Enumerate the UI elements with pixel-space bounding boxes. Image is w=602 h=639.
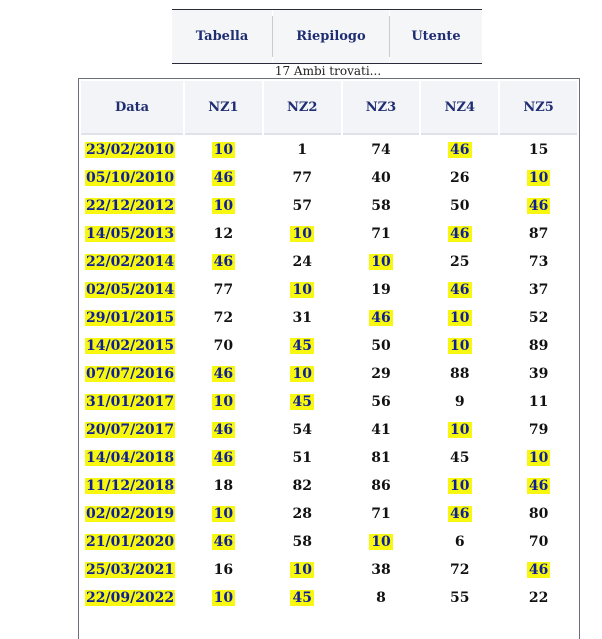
number-cell-nz4 (421, 277, 498, 303)
number-cell-nz3 (343, 417, 420, 443)
date-value: 05/10/2010 (86, 170, 175, 186)
number-cell-nz4 (421, 137, 498, 163)
number-cell-nz1 (185, 473, 262, 499)
table-row (81, 361, 577, 387)
date-value: 23/02/2010 (86, 142, 175, 158)
number-cell-nz2 (264, 473, 341, 499)
highlighted-number: 10 (213, 142, 234, 158)
date-value: 02/05/2014 (86, 282, 175, 298)
highlighted-number: 46 (213, 366, 234, 382)
date-cell (81, 445, 183, 471)
number-cell-nz1 (185, 529, 262, 555)
number-cell-nz1 (185, 557, 262, 583)
number-cell-nz3 (343, 333, 420, 359)
table-row (81, 501, 577, 527)
number-value: 72 (450, 562, 470, 578)
date-cell (81, 529, 183, 555)
column-header-nz2: NZ2 (264, 81, 341, 135)
highlighted-number: 46 (213, 170, 234, 186)
number-cell-nz5 (500, 249, 577, 275)
number-value: 50 (450, 198, 470, 214)
number-cell-nz2 (264, 585, 341, 611)
highlighted-number: 10 (450, 338, 470, 354)
number-value: 57 (292, 198, 312, 214)
highlighted-number: 10 (450, 422, 470, 438)
number-cell-nz2 (264, 165, 341, 191)
number-cell-nz5 (500, 277, 577, 303)
number-cell-nz3 (343, 137, 420, 163)
number-cell-nz4 (421, 473, 498, 499)
highlighted-number: 46 (450, 226, 470, 242)
number-cell-nz3 (343, 501, 420, 527)
table-row (81, 445, 577, 471)
number-cell-nz4 (421, 249, 498, 275)
number-value: 87 (528, 226, 549, 242)
number-value: 79 (528, 422, 549, 438)
number-cell-nz3 (343, 165, 420, 191)
number-cell-nz1 (185, 193, 262, 219)
date-value: 31/01/2017 (86, 394, 175, 410)
date-value: 11/12/2018 (86, 478, 175, 494)
date-value: 14/02/2015 (86, 338, 175, 354)
table-row (81, 529, 577, 555)
number-value: 29 (371, 366, 391, 382)
number-cell-nz5 (500, 137, 577, 163)
date-cell (81, 389, 183, 415)
number-cell-nz4 (421, 557, 498, 583)
number-cell-nz5 (500, 473, 577, 499)
number-cell-nz1 (185, 501, 262, 527)
number-value: 58 (371, 198, 391, 214)
date-value: 21/01/2020 (86, 534, 175, 550)
date-cell (81, 221, 183, 247)
date-cell (81, 165, 183, 191)
highlighted-number: 46 (213, 534, 234, 550)
date-cell (81, 417, 183, 443)
number-value: 45 (450, 450, 470, 466)
highlighted-number: 10 (292, 562, 312, 578)
number-cell-nz2 (264, 417, 341, 443)
number-cell-nz2 (264, 221, 341, 247)
number-cell-nz5 (500, 165, 577, 191)
number-value: 74 (371, 142, 391, 158)
number-cell-nz3 (343, 361, 420, 387)
number-cell-nz1 (185, 333, 262, 359)
highlighted-number: 45 (292, 590, 312, 606)
table-header-row (81, 81, 577, 135)
number-value: 41 (371, 422, 391, 438)
number-value: 1 (297, 142, 308, 158)
date-cell (81, 333, 183, 359)
highlighted-number: 10 (213, 394, 234, 410)
number-value: 37 (528, 282, 549, 298)
number-cell-nz5 (500, 333, 577, 359)
table-body (81, 137, 577, 611)
number-value: 71 (371, 226, 391, 242)
number-cell-nz2 (264, 193, 341, 219)
highlighted-number: 46 (213, 450, 234, 466)
number-value: 26 (450, 170, 470, 186)
number-cell-nz3 (343, 389, 420, 415)
results-table (79, 79, 579, 613)
number-cell-nz5 (500, 305, 577, 331)
table-row (81, 585, 577, 611)
number-value: 81 (371, 450, 391, 466)
number-value: 22 (528, 590, 549, 606)
number-cell-nz2 (264, 557, 341, 583)
number-value: 55 (450, 590, 470, 606)
table-row (81, 333, 577, 359)
column-header-data: Data (81, 81, 183, 135)
highlighted-number: 46 (450, 282, 470, 298)
number-cell-nz2 (264, 333, 341, 359)
number-cell-nz2 (264, 361, 341, 387)
highlighted-number: 10 (213, 506, 234, 522)
number-cell-nz4 (421, 445, 498, 471)
number-cell-nz3 (343, 277, 420, 303)
number-value: 19 (371, 282, 391, 298)
number-cell-nz5 (500, 557, 577, 583)
number-value: 70 (528, 534, 549, 550)
number-value: 70 (213, 338, 234, 354)
number-cell-nz5 (500, 529, 577, 555)
number-cell-nz1 (185, 445, 262, 471)
number-cell-nz5 (500, 193, 577, 219)
number-cell-nz4 (421, 501, 498, 527)
number-cell-nz5 (500, 585, 577, 611)
table-row (81, 165, 577, 191)
results-table-container (78, 78, 580, 639)
date-value: 22/02/2014 (86, 254, 175, 270)
date-value: 02/02/2019 (86, 506, 175, 522)
column-header-nz5: NZ5 (500, 81, 577, 135)
number-cell-nz1 (185, 585, 262, 611)
number-value: 56 (371, 394, 391, 410)
column-header-nz4: NZ4 (421, 81, 498, 135)
number-cell-nz1 (185, 221, 262, 247)
date-value: 07/07/2016 (86, 366, 175, 382)
number-cell-nz4 (421, 221, 498, 247)
number-value: 15 (528, 142, 549, 158)
number-cell-nz5 (500, 501, 577, 527)
highlighted-number: 10 (371, 534, 391, 550)
date-cell (81, 305, 183, 331)
date-value: 22/09/2022 (86, 590, 175, 606)
tab-riepilogo[interactable]: Riepilogo (273, 10, 389, 63)
result-count: 17 Ambi trovati... (274, 64, 382, 78)
date-value: 25/03/2021 (86, 562, 175, 578)
tab-utente[interactable]: Utente (390, 10, 482, 63)
number-cell-nz2 (264, 277, 341, 303)
number-cell-nz3 (343, 473, 420, 499)
number-value: 54 (292, 422, 312, 438)
number-cell-nz1 (185, 277, 262, 303)
number-cell-nz4 (421, 333, 498, 359)
number-value: 18 (213, 478, 234, 494)
highlighted-number: 46 (528, 562, 549, 578)
number-value: 12 (213, 226, 234, 242)
number-value: 89 (528, 338, 549, 354)
number-cell-nz4 (421, 305, 498, 331)
number-cell-nz5 (500, 361, 577, 387)
number-cell-nz3 (343, 529, 420, 555)
tab-bar (172, 9, 482, 64)
highlighted-number: 10 (450, 478, 470, 494)
highlighted-number: 46 (371, 310, 391, 326)
highlighted-number: 10 (292, 226, 312, 242)
date-value: 29/01/2015 (86, 310, 175, 326)
date-cell (81, 193, 183, 219)
number-cell-nz2 (264, 249, 341, 275)
number-cell-nz1 (185, 137, 262, 163)
number-value: 25 (450, 254, 470, 270)
number-value: 73 (528, 254, 549, 270)
number-cell-nz3 (343, 249, 420, 275)
date-cell (81, 277, 183, 303)
highlighted-number: 46 (528, 198, 549, 214)
date-cell (81, 501, 183, 527)
number-cell-nz3 (343, 585, 420, 611)
highlighted-number: 46 (528, 478, 549, 494)
number-cell-nz1 (185, 305, 262, 331)
number-value: 16 (213, 562, 234, 578)
number-value: 11 (528, 394, 549, 410)
number-value: 77 (292, 170, 312, 186)
number-cell-nz5 (500, 221, 577, 247)
highlighted-number: 10 (292, 282, 312, 298)
number-value: 38 (371, 562, 391, 578)
number-cell-nz5 (500, 417, 577, 443)
table-row (81, 277, 577, 303)
number-cell-nz5 (500, 389, 577, 415)
number-cell-nz4 (421, 361, 498, 387)
number-cell-nz1 (185, 417, 262, 443)
number-value: 71 (371, 506, 391, 522)
number-cell-nz2 (264, 445, 341, 471)
table-row (81, 137, 577, 163)
highlighted-number: 46 (450, 506, 470, 522)
table-row (81, 221, 577, 247)
table-row (81, 305, 577, 331)
number-cell-nz1 (185, 389, 262, 415)
table-row (81, 249, 577, 275)
number-value: 24 (292, 254, 312, 270)
tab-tabella[interactable]: Tabella (172, 10, 272, 63)
table-row (81, 389, 577, 415)
number-value: 88 (450, 366, 470, 382)
number-value: 28 (292, 506, 312, 522)
highlighted-number: 45 (292, 394, 312, 410)
number-cell-nz4 (421, 165, 498, 191)
date-cell (81, 473, 183, 499)
number-cell-nz2 (264, 389, 341, 415)
date-cell (81, 585, 183, 611)
number-value: 8 (376, 590, 386, 606)
number-cell-nz1 (185, 165, 262, 191)
date-value: 14/05/2013 (86, 226, 175, 242)
number-value: 80 (528, 506, 549, 522)
number-cell-nz4 (421, 417, 498, 443)
number-cell-nz2 (264, 529, 341, 555)
highlighted-number: 10 (371, 254, 391, 270)
highlighted-number: 10 (528, 170, 549, 186)
number-cell-nz3 (343, 305, 420, 331)
table-row (81, 473, 577, 499)
number-cell-nz3 (343, 445, 420, 471)
table-row (81, 557, 577, 583)
number-value: 82 (292, 478, 312, 494)
date-value: 20/07/2017 (86, 422, 175, 438)
number-cell-nz4 (421, 389, 498, 415)
highlighted-number: 46 (213, 254, 234, 270)
highlighted-number: 10 (528, 450, 549, 466)
number-cell-nz4 (421, 585, 498, 611)
column-header-nz3: NZ3 (343, 81, 420, 135)
number-cell-nz2 (264, 501, 341, 527)
number-value: 39 (528, 366, 549, 382)
table-row (81, 193, 577, 219)
number-value: 51 (292, 450, 312, 466)
highlighted-number: 10 (213, 198, 234, 214)
number-cell-nz3 (343, 193, 420, 219)
number-value: 72 (213, 310, 234, 326)
number-cell-nz5 (500, 445, 577, 471)
number-value: 31 (292, 310, 312, 326)
table-row (81, 417, 577, 443)
highlighted-number: 10 (292, 366, 312, 382)
number-cell-nz1 (185, 361, 262, 387)
number-value: 86 (371, 478, 391, 494)
number-cell-nz3 (343, 557, 420, 583)
number-cell-nz4 (421, 193, 498, 219)
date-value: 14/04/2018 (86, 450, 175, 466)
highlighted-number: 10 (213, 590, 234, 606)
highlighted-number: 46 (213, 422, 234, 438)
number-cell-nz3 (343, 221, 420, 247)
number-value: 77 (213, 282, 234, 298)
highlighted-number: 46 (450, 142, 470, 158)
number-value: 52 (528, 310, 549, 326)
number-value: 9 (454, 394, 465, 410)
number-cell-nz4 (421, 529, 498, 555)
number-cell-nz1 (185, 249, 262, 275)
date-cell (81, 137, 183, 163)
date-cell (81, 557, 183, 583)
number-cell-nz2 (264, 305, 341, 331)
highlighted-number: 45 (292, 338, 312, 354)
number-value: 6 (454, 534, 465, 550)
column-header-nz1: NZ1 (185, 81, 262, 135)
number-value: 50 (371, 338, 391, 354)
highlighted-number: 10 (450, 310, 470, 326)
number-value: 40 (371, 170, 391, 186)
date-value: 22/12/2012 (86, 198, 175, 214)
number-cell-nz2 (264, 137, 341, 163)
date-cell (81, 361, 183, 387)
number-value: 58 (292, 534, 312, 550)
date-cell (81, 249, 183, 275)
